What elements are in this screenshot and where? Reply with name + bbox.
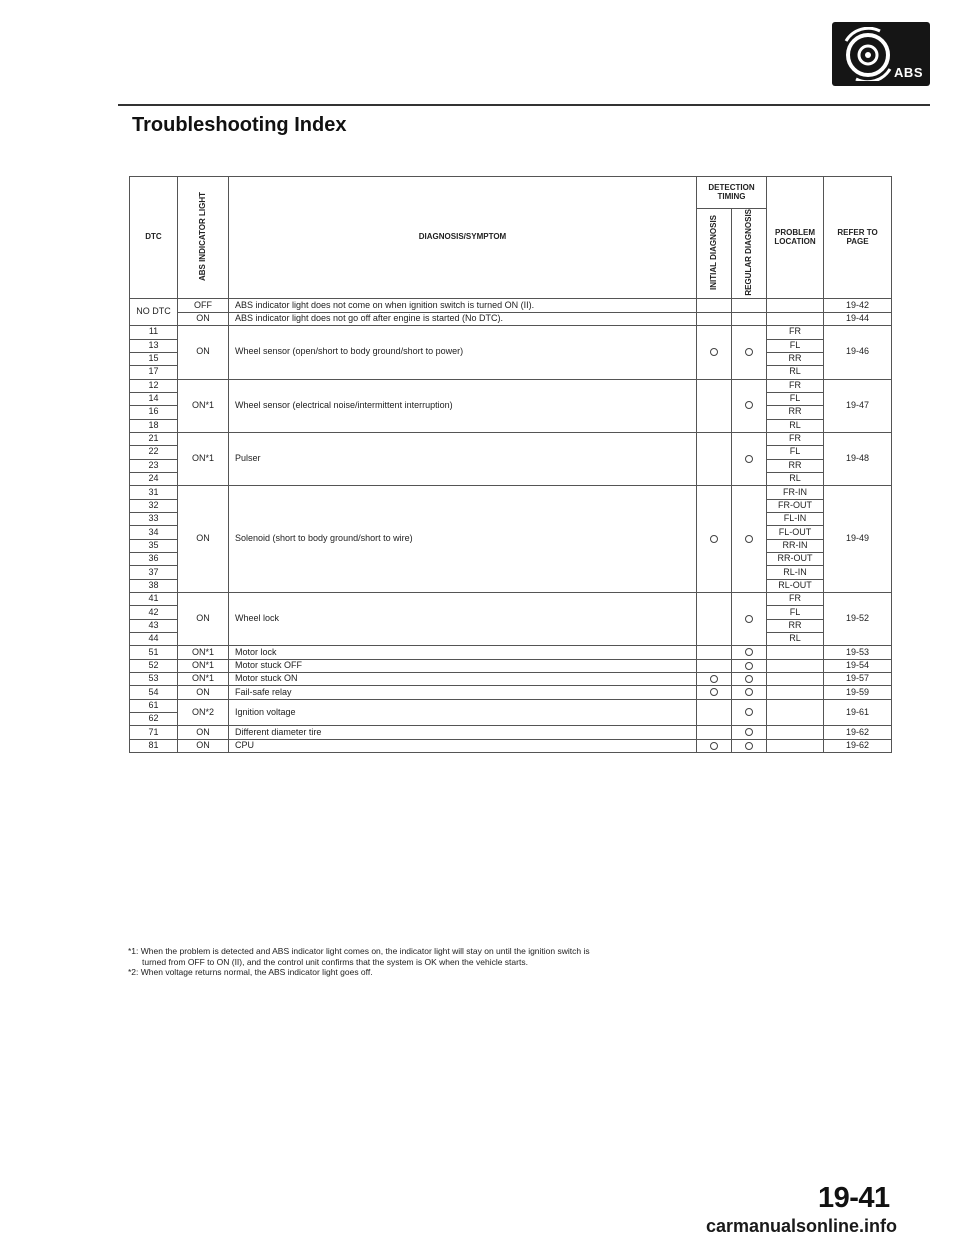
table-row bbox=[130, 739, 892, 752]
refer-page-cell: 19-53 bbox=[824, 646, 892, 659]
dtc-cell: NO DTC bbox=[130, 299, 178, 326]
header-abs-indicator-light: ABS INDICATOR LIGHT bbox=[178, 177, 229, 299]
problem-location-cell: RR-OUT bbox=[767, 553, 824, 566]
symptom-cell: Motor stuck OFF bbox=[229, 659, 697, 672]
symptom-cell: Solenoid (short to body ground/short to wire) bbox=[229, 486, 697, 593]
detection-circle-icon bbox=[710, 688, 718, 696]
table-row bbox=[130, 673, 892, 686]
problem-location-cell bbox=[767, 312, 824, 325]
problem-location-cell: FL bbox=[767, 446, 824, 459]
problem-location-cell: RL bbox=[767, 633, 824, 646]
dtc-cell: 54 bbox=[130, 686, 178, 699]
abs-indicator-cell: ON*1 bbox=[178, 673, 229, 686]
dtc-cell: 81 bbox=[130, 739, 178, 752]
refer-page-cell: 19-57 bbox=[824, 673, 892, 686]
table-row bbox=[130, 646, 892, 659]
footnote-2: *2: When voltage returns normal, the ABS indicator light goes off. bbox=[128, 967, 373, 978]
initial-diagnosis-cell bbox=[697, 699, 732, 726]
initial-diagnosis-cell bbox=[697, 646, 732, 659]
table-row bbox=[130, 379, 892, 392]
abs-indicator-cell: OFF bbox=[178, 299, 229, 312]
dtc-cell: 16 bbox=[130, 406, 178, 419]
problem-location-cell: FR bbox=[767, 593, 824, 606]
dtc-cell: 15 bbox=[130, 352, 178, 365]
symptom-cell: Wheel sensor (open/short to body ground/short to power) bbox=[229, 326, 697, 379]
problem-location-cell: RL-IN bbox=[767, 566, 824, 579]
header-diagnosis-symptom: DIAGNOSIS/SYMPTOM bbox=[229, 177, 697, 299]
abs-indicator-cell: ON bbox=[178, 593, 229, 646]
regular-diagnosis-cell bbox=[732, 739, 767, 752]
table-row bbox=[130, 432, 892, 445]
dtc-cell: 14 bbox=[130, 392, 178, 405]
symptom-cell: Fail-safe relay bbox=[229, 686, 697, 699]
problem-location-cell: FL-IN bbox=[767, 512, 824, 525]
detection-circle-icon bbox=[745, 455, 753, 463]
abs-indicator-cell: ON bbox=[178, 486, 229, 593]
problem-location-cell: RR bbox=[767, 619, 824, 632]
footnote-1: *1: When the problem is detected and ABS indicator light comes on, the indicator light will stay on until the ignition switch is bbox=[128, 946, 590, 956]
problem-location-cell: RR bbox=[767, 352, 824, 365]
abs-indicator-cell: ON*1 bbox=[178, 379, 229, 432]
header-regular-diagnosis: REGULAR DIAGNOSIS bbox=[732, 209, 767, 299]
detection-circle-icon bbox=[745, 675, 753, 683]
symptom-cell: Motor stuck ON bbox=[229, 673, 697, 686]
dtc-cell: 22 bbox=[130, 446, 178, 459]
problem-location-cell: RL-OUT bbox=[767, 579, 824, 592]
refer-page-cell: 19-62 bbox=[824, 739, 892, 752]
regular-diagnosis-cell bbox=[732, 726, 767, 739]
dtc-cell: 41 bbox=[130, 593, 178, 606]
regular-diagnosis-cell bbox=[732, 593, 767, 646]
header-rule bbox=[118, 104, 930, 106]
refer-page-cell: 19-59 bbox=[824, 686, 892, 699]
table-body bbox=[130, 299, 892, 753]
abs-indicator-cell: ON bbox=[178, 326, 229, 379]
refer-page-cell: 19-44 bbox=[824, 312, 892, 325]
abs-indicator-cell: ON*1 bbox=[178, 646, 229, 659]
watermark: carmanualsonline.info bbox=[706, 1216, 898, 1236]
abs-brake-disc-icon bbox=[838, 27, 900, 81]
problem-location-cell bbox=[767, 699, 824, 726]
dtc-cell: 53 bbox=[130, 673, 178, 686]
symptom-cell: Motor lock bbox=[229, 646, 697, 659]
dtc-cell: 35 bbox=[130, 539, 178, 552]
detection-circle-icon bbox=[745, 662, 753, 670]
symptom-cell: Pulser bbox=[229, 432, 697, 485]
detection-circle-icon bbox=[745, 535, 753, 543]
footnote-1-continued: turned from OFF to ON (II), and the control unit confirms that the system is OK when the vehicle starts. bbox=[142, 956, 528, 967]
header-dtc: DTC bbox=[130, 177, 178, 299]
dtc-cell: 38 bbox=[130, 579, 178, 592]
refer-page-cell: 19-61 bbox=[824, 699, 892, 726]
header-detection-timing: DETECTION TIMING bbox=[697, 177, 767, 209]
dtc-cell: 33 bbox=[130, 512, 178, 525]
symptom-cell: ABS indicator light does not come on when ignition switch is turned ON (II). bbox=[229, 299, 697, 312]
refer-page-cell: 19-42 bbox=[824, 299, 892, 312]
dtc-cell: 37 bbox=[130, 566, 178, 579]
detection-circle-icon bbox=[745, 401, 753, 409]
abs-indicator-cell: ON bbox=[178, 312, 229, 325]
detection-circle-icon bbox=[710, 535, 718, 543]
problem-location-cell: RR bbox=[767, 406, 824, 419]
initial-diagnosis-cell bbox=[697, 593, 732, 646]
regular-diagnosis-cell bbox=[732, 646, 767, 659]
symptom-cell: CPU bbox=[229, 739, 697, 752]
page-number: 19-41 bbox=[818, 1182, 890, 1214]
regular-diagnosis-cell bbox=[732, 699, 767, 726]
table-row bbox=[130, 312, 892, 325]
problem-location-cell bbox=[767, 659, 824, 672]
dtc-cell: 62 bbox=[130, 713, 178, 726]
detection-circle-icon bbox=[745, 728, 753, 736]
initial-diagnosis-cell bbox=[697, 673, 732, 686]
abs-indicator-cell: ON*1 bbox=[178, 432, 229, 485]
dtc-cell: 13 bbox=[130, 339, 178, 352]
table-row bbox=[130, 726, 892, 739]
regular-diagnosis-cell bbox=[732, 326, 767, 379]
abs-indicator-cell: ON*2 bbox=[178, 699, 229, 726]
abs-indicator-cell: ON bbox=[178, 739, 229, 752]
dtc-cell: 24 bbox=[130, 472, 178, 485]
regular-diagnosis-cell bbox=[732, 486, 767, 593]
table-row bbox=[130, 699, 892, 712]
problem-location-cell bbox=[767, 646, 824, 659]
dtc-cell: 61 bbox=[130, 699, 178, 712]
table-row bbox=[130, 593, 892, 606]
dtc-cell: 21 bbox=[130, 432, 178, 445]
initial-diagnosis-cell bbox=[697, 326, 732, 379]
detection-circle-icon bbox=[745, 708, 753, 716]
regular-diagnosis-cell bbox=[732, 379, 767, 432]
troubleshooting-table-wrap bbox=[129, 176, 891, 753]
problem-location-cell: FL-OUT bbox=[767, 526, 824, 539]
dtc-cell: 12 bbox=[130, 379, 178, 392]
regular-diagnosis-cell bbox=[732, 659, 767, 672]
problem-location-cell: FR bbox=[767, 326, 824, 339]
problem-location-cell: RL bbox=[767, 472, 824, 485]
initial-diagnosis-cell bbox=[697, 312, 732, 325]
dtc-cell: 71 bbox=[130, 726, 178, 739]
refer-page-cell: 19-47 bbox=[824, 379, 892, 432]
refer-page-cell: 19-49 bbox=[824, 486, 892, 593]
detection-circle-icon bbox=[745, 648, 753, 656]
problem-location-cell: FR bbox=[767, 432, 824, 445]
regular-diagnosis-cell bbox=[732, 673, 767, 686]
dtc-cell: 32 bbox=[130, 499, 178, 512]
detection-circle-icon bbox=[745, 615, 753, 623]
abs-logo bbox=[832, 22, 930, 86]
detection-circle-icon bbox=[745, 742, 753, 750]
symptom-cell: Ignition voltage bbox=[229, 699, 697, 726]
header-refer-to-page: REFER TO PAGE bbox=[824, 177, 892, 299]
abs-indicator-cell: ON*1 bbox=[178, 659, 229, 672]
abs-indicator-cell: ON bbox=[178, 686, 229, 699]
header-initial-diagnosis: INITIAL DIAGNOSIS bbox=[697, 209, 732, 299]
dtc-cell: 52 bbox=[130, 659, 178, 672]
detection-circle-icon bbox=[710, 348, 718, 356]
dtc-cell: 42 bbox=[130, 606, 178, 619]
detection-circle-icon bbox=[745, 348, 753, 356]
refer-page-cell: 19-46 bbox=[824, 326, 892, 379]
problem-location-cell: FR-OUT bbox=[767, 499, 824, 512]
symptom-cell: Different diameter tire bbox=[229, 726, 697, 739]
dtc-cell: 17 bbox=[130, 366, 178, 379]
regular-diagnosis-cell bbox=[732, 432, 767, 485]
dtc-cell: 43 bbox=[130, 619, 178, 632]
dtc-cell: 44 bbox=[130, 633, 178, 646]
problem-location-cell: RL bbox=[767, 366, 824, 379]
symptom-cell: Wheel lock bbox=[229, 593, 697, 646]
header-problem-location: PROBLEM LOCATION bbox=[767, 177, 824, 299]
detection-circle-icon bbox=[710, 742, 718, 750]
problem-location-cell: FL bbox=[767, 339, 824, 352]
problem-location-cell: RR bbox=[767, 459, 824, 472]
problem-location-cell bbox=[767, 739, 824, 752]
refer-page-cell: 19-48 bbox=[824, 432, 892, 485]
initial-diagnosis-cell bbox=[697, 726, 732, 739]
refer-page-cell: 19-54 bbox=[824, 659, 892, 672]
troubleshooting-index-table bbox=[129, 176, 892, 753]
problem-location-cell: RL bbox=[767, 419, 824, 432]
regular-diagnosis-cell bbox=[732, 299, 767, 312]
table-row bbox=[130, 659, 892, 672]
problem-location-cell: FL bbox=[767, 606, 824, 619]
initial-diagnosis-cell bbox=[697, 486, 732, 593]
initial-diagnosis-cell bbox=[697, 686, 732, 699]
detection-circle-icon bbox=[745, 688, 753, 696]
initial-diagnosis-cell bbox=[697, 739, 732, 752]
dtc-cell: 34 bbox=[130, 526, 178, 539]
refer-page-cell: 19-62 bbox=[824, 726, 892, 739]
dtc-cell: 23 bbox=[130, 459, 178, 472]
initial-diagnosis-cell bbox=[697, 659, 732, 672]
abs-indicator-cell: ON bbox=[178, 726, 229, 739]
table-row bbox=[130, 299, 892, 312]
dtc-cell: 11 bbox=[130, 326, 178, 339]
initial-diagnosis-cell bbox=[697, 432, 732, 485]
symptom-cell: Wheel sensor (electrical noise/intermittent interruption) bbox=[229, 379, 697, 432]
footnotes bbox=[128, 946, 898, 978]
table-row bbox=[130, 326, 892, 339]
problem-location-cell bbox=[767, 686, 824, 699]
initial-diagnosis-cell bbox=[697, 299, 732, 312]
problem-location-cell: FR bbox=[767, 379, 824, 392]
symptom-cell: ABS indicator light does not go off after engine is started (No DTC). bbox=[229, 312, 697, 325]
table-row bbox=[130, 486, 892, 499]
dtc-cell: 31 bbox=[130, 486, 178, 499]
problem-location-cell: FR-IN bbox=[767, 486, 824, 499]
problem-location-cell: RR-IN bbox=[767, 539, 824, 552]
problem-location-cell bbox=[767, 726, 824, 739]
abs-logo-text: ABS bbox=[894, 65, 923, 80]
table-row bbox=[130, 686, 892, 699]
detection-circle-icon bbox=[710, 675, 718, 683]
regular-diagnosis-cell bbox=[732, 686, 767, 699]
regular-diagnosis-cell bbox=[732, 312, 767, 325]
problem-location-cell: FL bbox=[767, 392, 824, 405]
initial-diagnosis-cell bbox=[697, 379, 732, 432]
refer-page-cell: 19-52 bbox=[824, 593, 892, 646]
dtc-cell: 51 bbox=[130, 646, 178, 659]
dtc-cell: 18 bbox=[130, 419, 178, 432]
problem-location-cell bbox=[767, 299, 824, 312]
dtc-cell: 36 bbox=[130, 553, 178, 566]
page-title: Troubleshooting Index bbox=[132, 114, 347, 136]
problem-location-cell bbox=[767, 673, 824, 686]
